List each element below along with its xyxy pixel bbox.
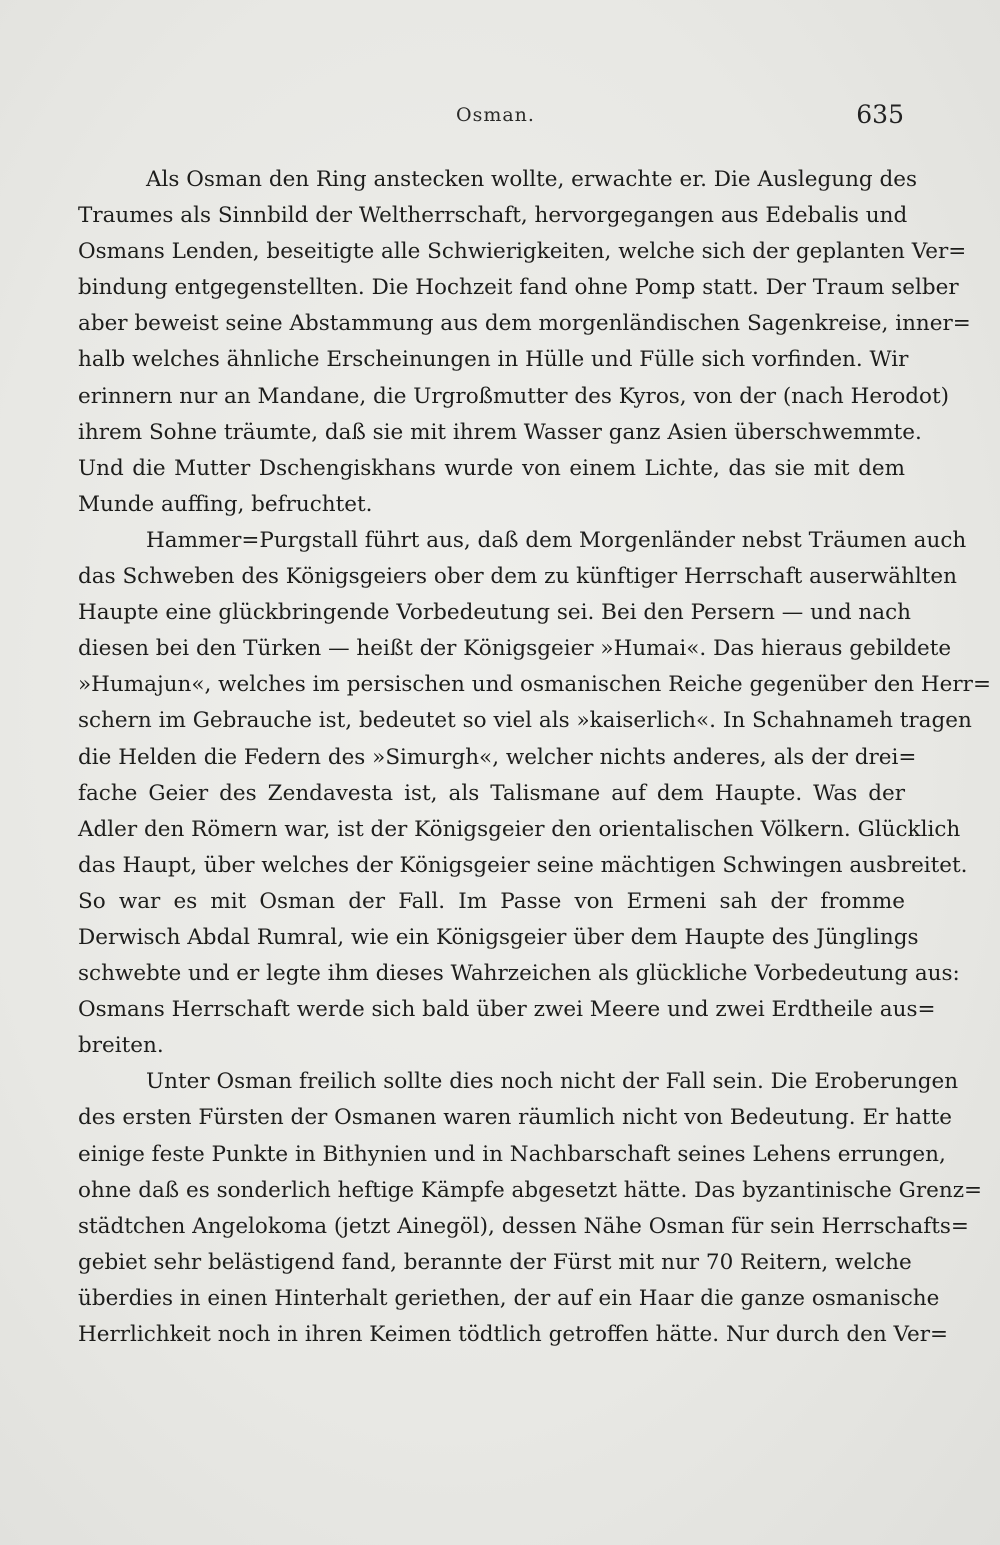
paragraph-2 <box>78 523 991 1064</box>
text-line: Adler den Römern war, ist der Königsgeier den orientalischen Völkern. Glücklich <box>78 816 961 842</box>
text-line: Haupte eine glückbringende Vorbedeutung sei. Bei den Persern — und nach <box>78 600 911 626</box>
text-line: Als Osman den Ring anstecken wollte, erwachte er. Die Auslegung des <box>146 167 918 192</box>
text-line: halb welches ähnliche Erscheinungen in Hülle und Fülle sich vorfinden. Wir <box>78 347 909 373</box>
text-line: ihrem Sohne träumte, daß sie mit ihrem Wasser ganz Asien überschwemmte. <box>78 419 922 445</box>
text-line: gebiet sehr belästigend fand, berannte der Fürst mit nur 70 Reitern, welche <box>78 1249 912 1275</box>
text-line: Unter Osman freilich sollte dies noch nicht der Fall sein. Die Eroberungen <box>146 1069 959 1095</box>
text-line: fache Geier des Zendavesta ist, als Talismane auf dem Haupte. Was der <box>78 780 905 806</box>
running-title: Osman. <box>456 104 535 126</box>
paragraph-3 <box>78 1064 983 1353</box>
running-head <box>0 100 1000 134</box>
text-line: »Humajun«, welches im persischen und osmanischen Reiche gegenüber den Herr= <box>78 672 991 698</box>
text-line: das Schweben des Königsgeiers ober dem zu künftiger Herrschaft auserwählten <box>78 564 958 590</box>
text-line: Osmans Lenden, beseitigte alle Schwierigkeiten, welche sich der geplanten Ver= <box>78 239 967 265</box>
text-line: diesen bei den Türken — heißt der Königsgeier »Humai«. Das hieraus gebildete <box>78 636 952 662</box>
text-line: des ersten Fürsten der Osmanen waren räumlich nicht von Bedeutung. Er hatte <box>78 1105 952 1131</box>
text-line: breiten. <box>78 1033 164 1059</box>
text-line: die Helden die Federn des »Simurgh«, welcher nichts anderes, als der drei= <box>78 744 917 770</box>
text-line: aber beweist seine Abstammung aus dem morgenländischen Sagenkreise, inner= <box>78 311 971 337</box>
text-line: schwebte und er legte ihm dieses Wahrzeichen als glückliche Vorbedeutung aus: <box>78 961 960 987</box>
text-line: überdies in einen Hinterhalt geriethen, der auf ein Haar die ganze osmanische <box>78 1285 940 1311</box>
text-line: Munde auffing, befruchtet. <box>78 491 373 517</box>
text-line: einige feste Punkte in Bithynien und in Nachbarschaft seines Lehens errungen, <box>78 1141 946 1167</box>
text-line: So war es mit Osman der Fall. Im Passe von Ermeni sah der fromme <box>78 888 905 914</box>
paragraph-1 <box>78 162 971 523</box>
text-line: Hammer=Purgstall führt aus, daß dem Morgenländer nebst Träumen auch <box>146 527 967 553</box>
text-line: Traumes als Sinnbild der Weltherrschaft, hervorgegangen aus Edebalis und <box>78 203 908 229</box>
text-line: bindung entgegenstellten. Die Hochzeit fand ohne Pomp statt. Der Traum selber <box>78 275 959 301</box>
body-text <box>78 162 991 1353</box>
text-line: Osmans Herrschaft werde sich bald über zwei Meere und zwei Erdtheile aus= <box>78 997 936 1023</box>
text-line: schern im Gebrauche ist, bedeutet so viel als »kaiserlich«. In Schahnameh tragen <box>78 708 972 734</box>
text-line: Derwisch Abdal Rumral, wie ein Königsgeier über dem Haupte des Jünglings <box>78 924 919 950</box>
text-line: Herrlichkeit noch in ihren Keimen tödtlich getroffen hätte. Nur durch den Ver= <box>78 1322 949 1347</box>
text-line: das Haupt, über welches der Königsgeier seine mächtigen Schwingen ausbreitet. <box>78 852 968 878</box>
text-line: erinnern nur an Mandane, die Urgroßmutter des Kyros, von der (nach Herodot) <box>78 383 950 409</box>
text-line: städtchen Angelokoma (jetzt Ainegöl), dessen Nähe Osman für sein Herrschafts= <box>78 1213 969 1239</box>
text-line: Und die Mutter Dschengiskhans wurde von einem Lichte, das sie mit dem <box>78 455 905 481</box>
text-line: ohne daß es sonderlich heftige Kämpfe abgesetzt hätte. Das byzantinische Grenz= <box>78 1177 983 1203</box>
page-number: 635 <box>856 100 904 129</box>
